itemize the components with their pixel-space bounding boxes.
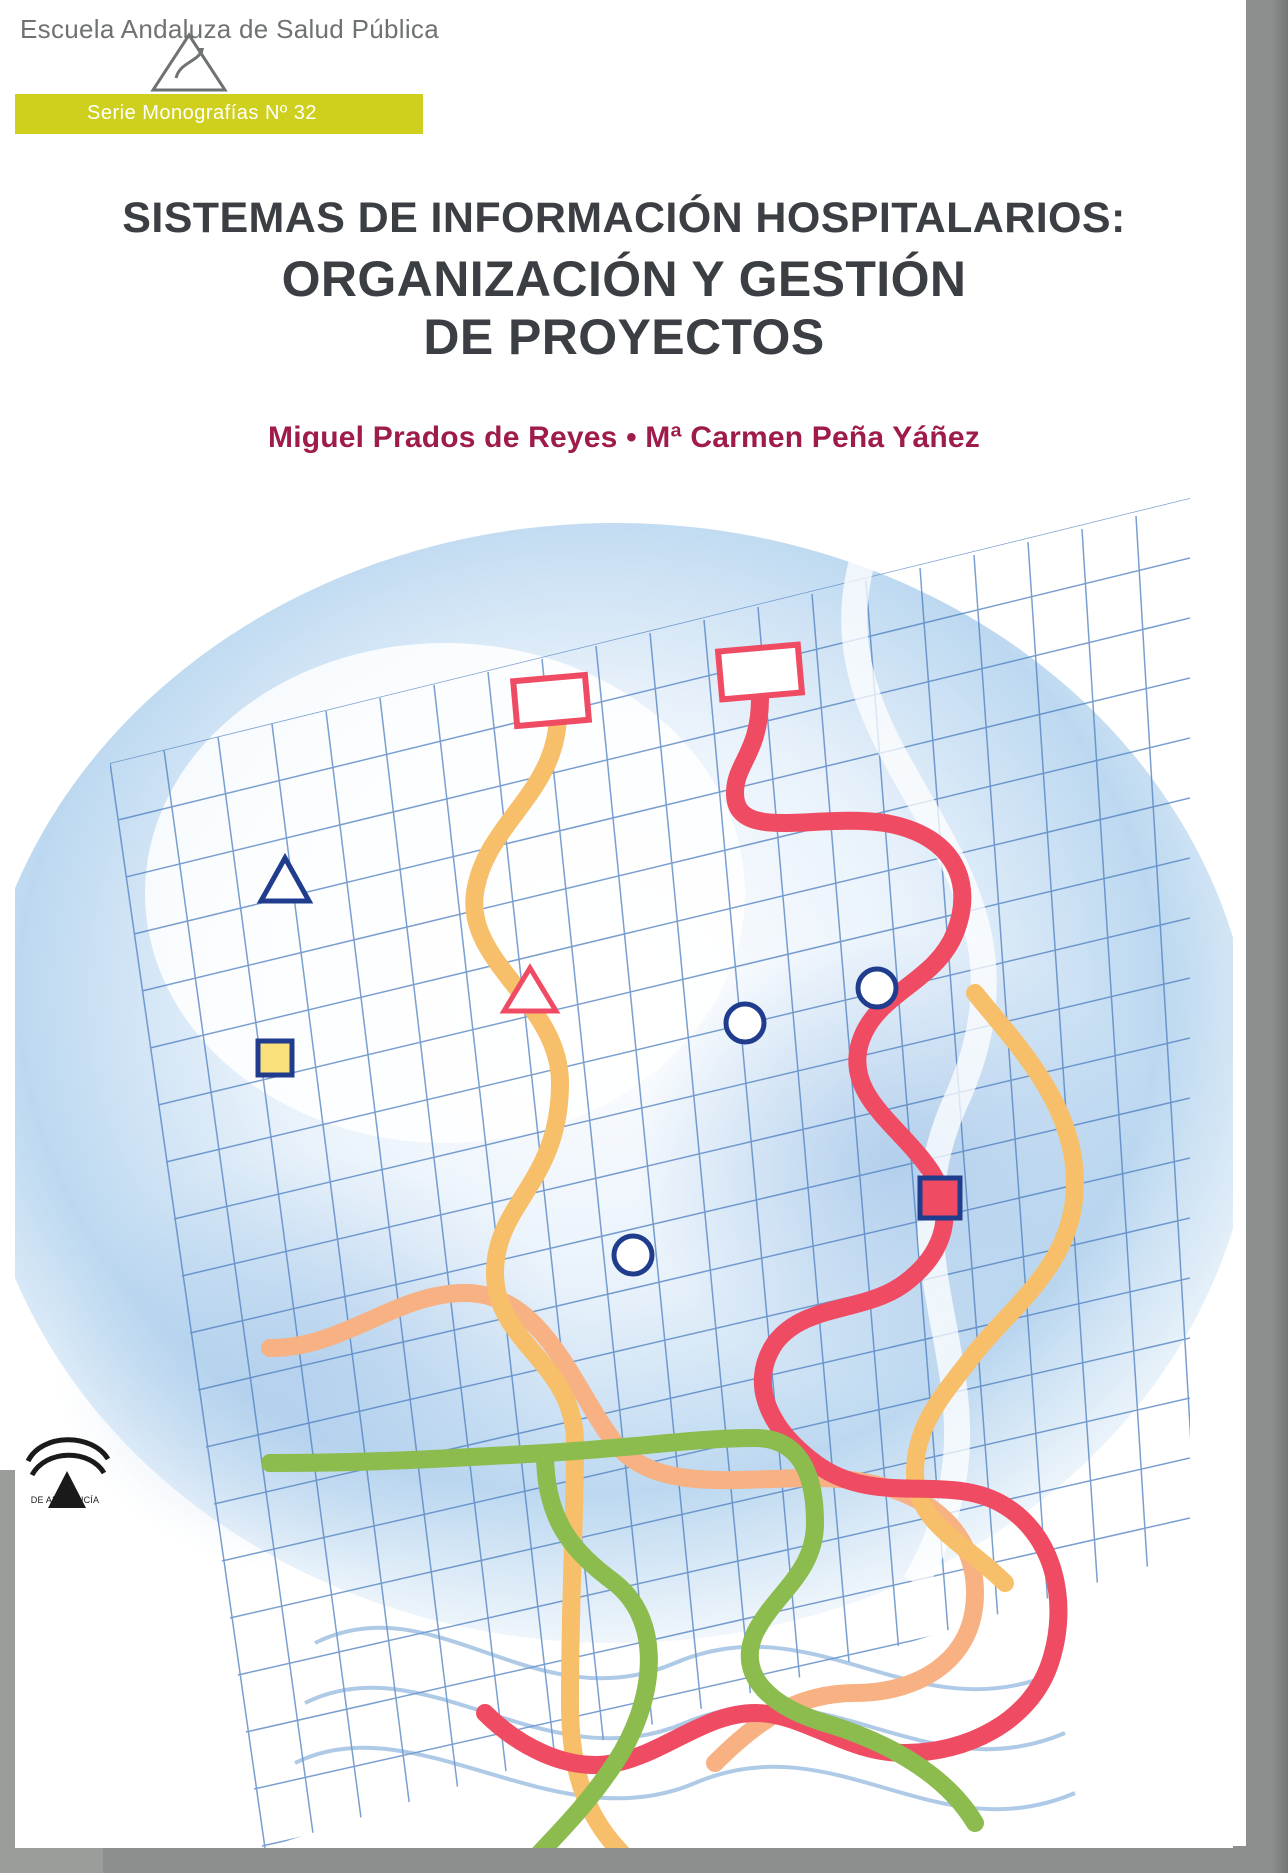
node-circle-3 <box>614 1236 652 1274</box>
title-line-2: ORGANIZACIÓN Y GESTIÓN <box>281 250 967 307</box>
node-circle-2 <box>858 969 896 1007</box>
page-spine-shadow <box>1272 0 1288 1873</box>
node-square-pink <box>920 1178 960 1218</box>
node-square-yellow <box>258 1041 292 1075</box>
cover-content <box>15 8 1233 1848</box>
node-rect-white-1 <box>513 675 589 726</box>
publisher-name: Escuela Andaluza de Salud Pública <box>20 14 439 44</box>
series-label: Serie Monografías Nº 32 <box>87 102 318 124</box>
cover-illustration <box>15 463 1233 1848</box>
authors-line: Miguel Prados de Reyes • Mª Carmen Peña Yáñez <box>268 421 980 454</box>
title-line-1: SISTEMAS DE INFORMACIÓN HOSPITALARIOS: <box>122 194 1126 242</box>
easp-logo-icon <box>150 32 228 94</box>
title-line-3: DE PROYECTOS <box>423 308 825 365</box>
node-rect-white-2 <box>718 645 802 700</box>
node-circle-1 <box>726 1004 764 1042</box>
junta-andalucia-caption: DE ANDALUCÍA <box>30 1495 100 1505</box>
page-title <box>15 193 1233 366</box>
